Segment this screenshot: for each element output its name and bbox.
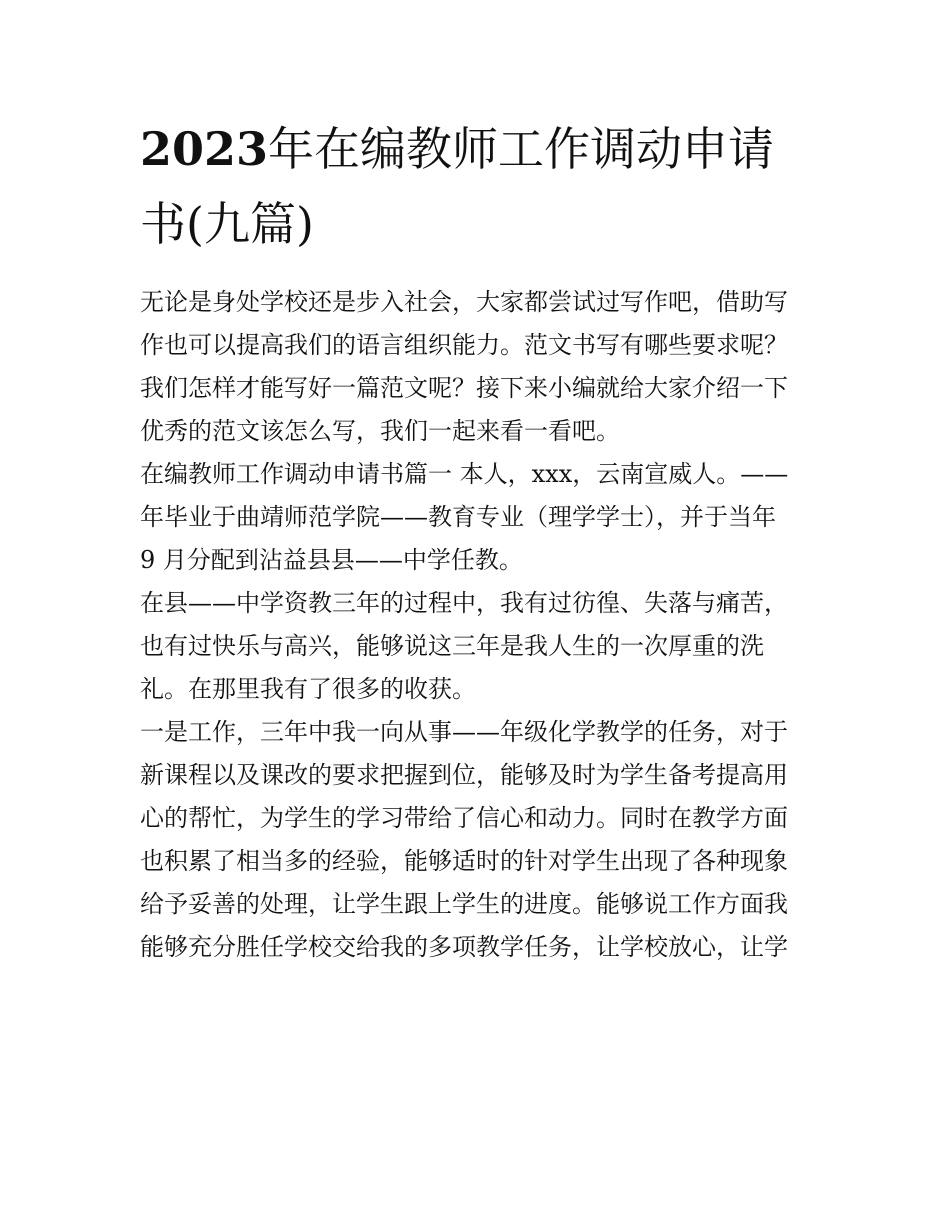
text-line: 优秀的范文该怎么写，我们一起来看一看吧。 — [140, 417, 620, 445]
title-line-1-text: 年在编教师工作调动申请 — [268, 122, 775, 176]
text-line: 9 月分配到沾益县县——中学任教。 — [140, 546, 523, 574]
text-line: 给予妥善的处理，让学生跟上学生的进度。能够说工作方面我 — [140, 890, 788, 918]
document-body — [140, 281, 830, 969]
title-line-2: 书(九篇) — [140, 197, 314, 251]
text-line: 能够充分胜任学校交给我的多项教学任务，让学校放心，让学 — [140, 933, 788, 961]
paragraph-experience — [140, 582, 830, 711]
text-line: 我们怎样才能写好一篇范文呢？接下来小编就给大家介绍一下 — [140, 374, 788, 402]
title-line-1 — [140, 112, 830, 187]
text-line: 年毕业于曲靖师范学院——教育专业（理学学士），并于当年 — [140, 503, 776, 531]
text-line: 也有过快乐与高兴，能够说这三年是我人生的一次厚重的洗 — [140, 632, 764, 660]
text-line: 礼。在那里我有了很多的收获。 — [140, 675, 476, 703]
text-line: 心的帮忙，为学生的学习带给了信心和动力。同时在教学方面 — [140, 804, 788, 832]
title-year: 2023 — [140, 122, 269, 176]
paragraph-work — [140, 711, 830, 969]
text-line: 在县——中学资教三年的过程中，我有过彷徨、失落与痛苦， — [140, 589, 788, 617]
text-line: 新课程以及课改的要求把握到位，能够及时为学生备考提高用 — [140, 761, 788, 789]
document-title — [140, 112, 830, 262]
text-line: 无论是身处学校还是步入社会，大家都尝试过写作吧，借助写 — [140, 288, 788, 316]
text-line: 在编教师工作调动申请书篇一 本人，xxx，云南宣威人。—— — [140, 460, 789, 488]
paragraph-section-one — [140, 453, 830, 582]
text-line: 作也可以提高我们的语言组织能力。范文书写有哪些要求呢？ — [140, 331, 788, 359]
text-line: 也积累了相当多的经验，能够适时的针对学生出现了各种现象 — [140, 847, 788, 875]
paragraph-intro — [140, 281, 830, 453]
text-line: 一是工作，三年中我一向从事——年级化学教学的任务，对于 — [140, 718, 788, 746]
